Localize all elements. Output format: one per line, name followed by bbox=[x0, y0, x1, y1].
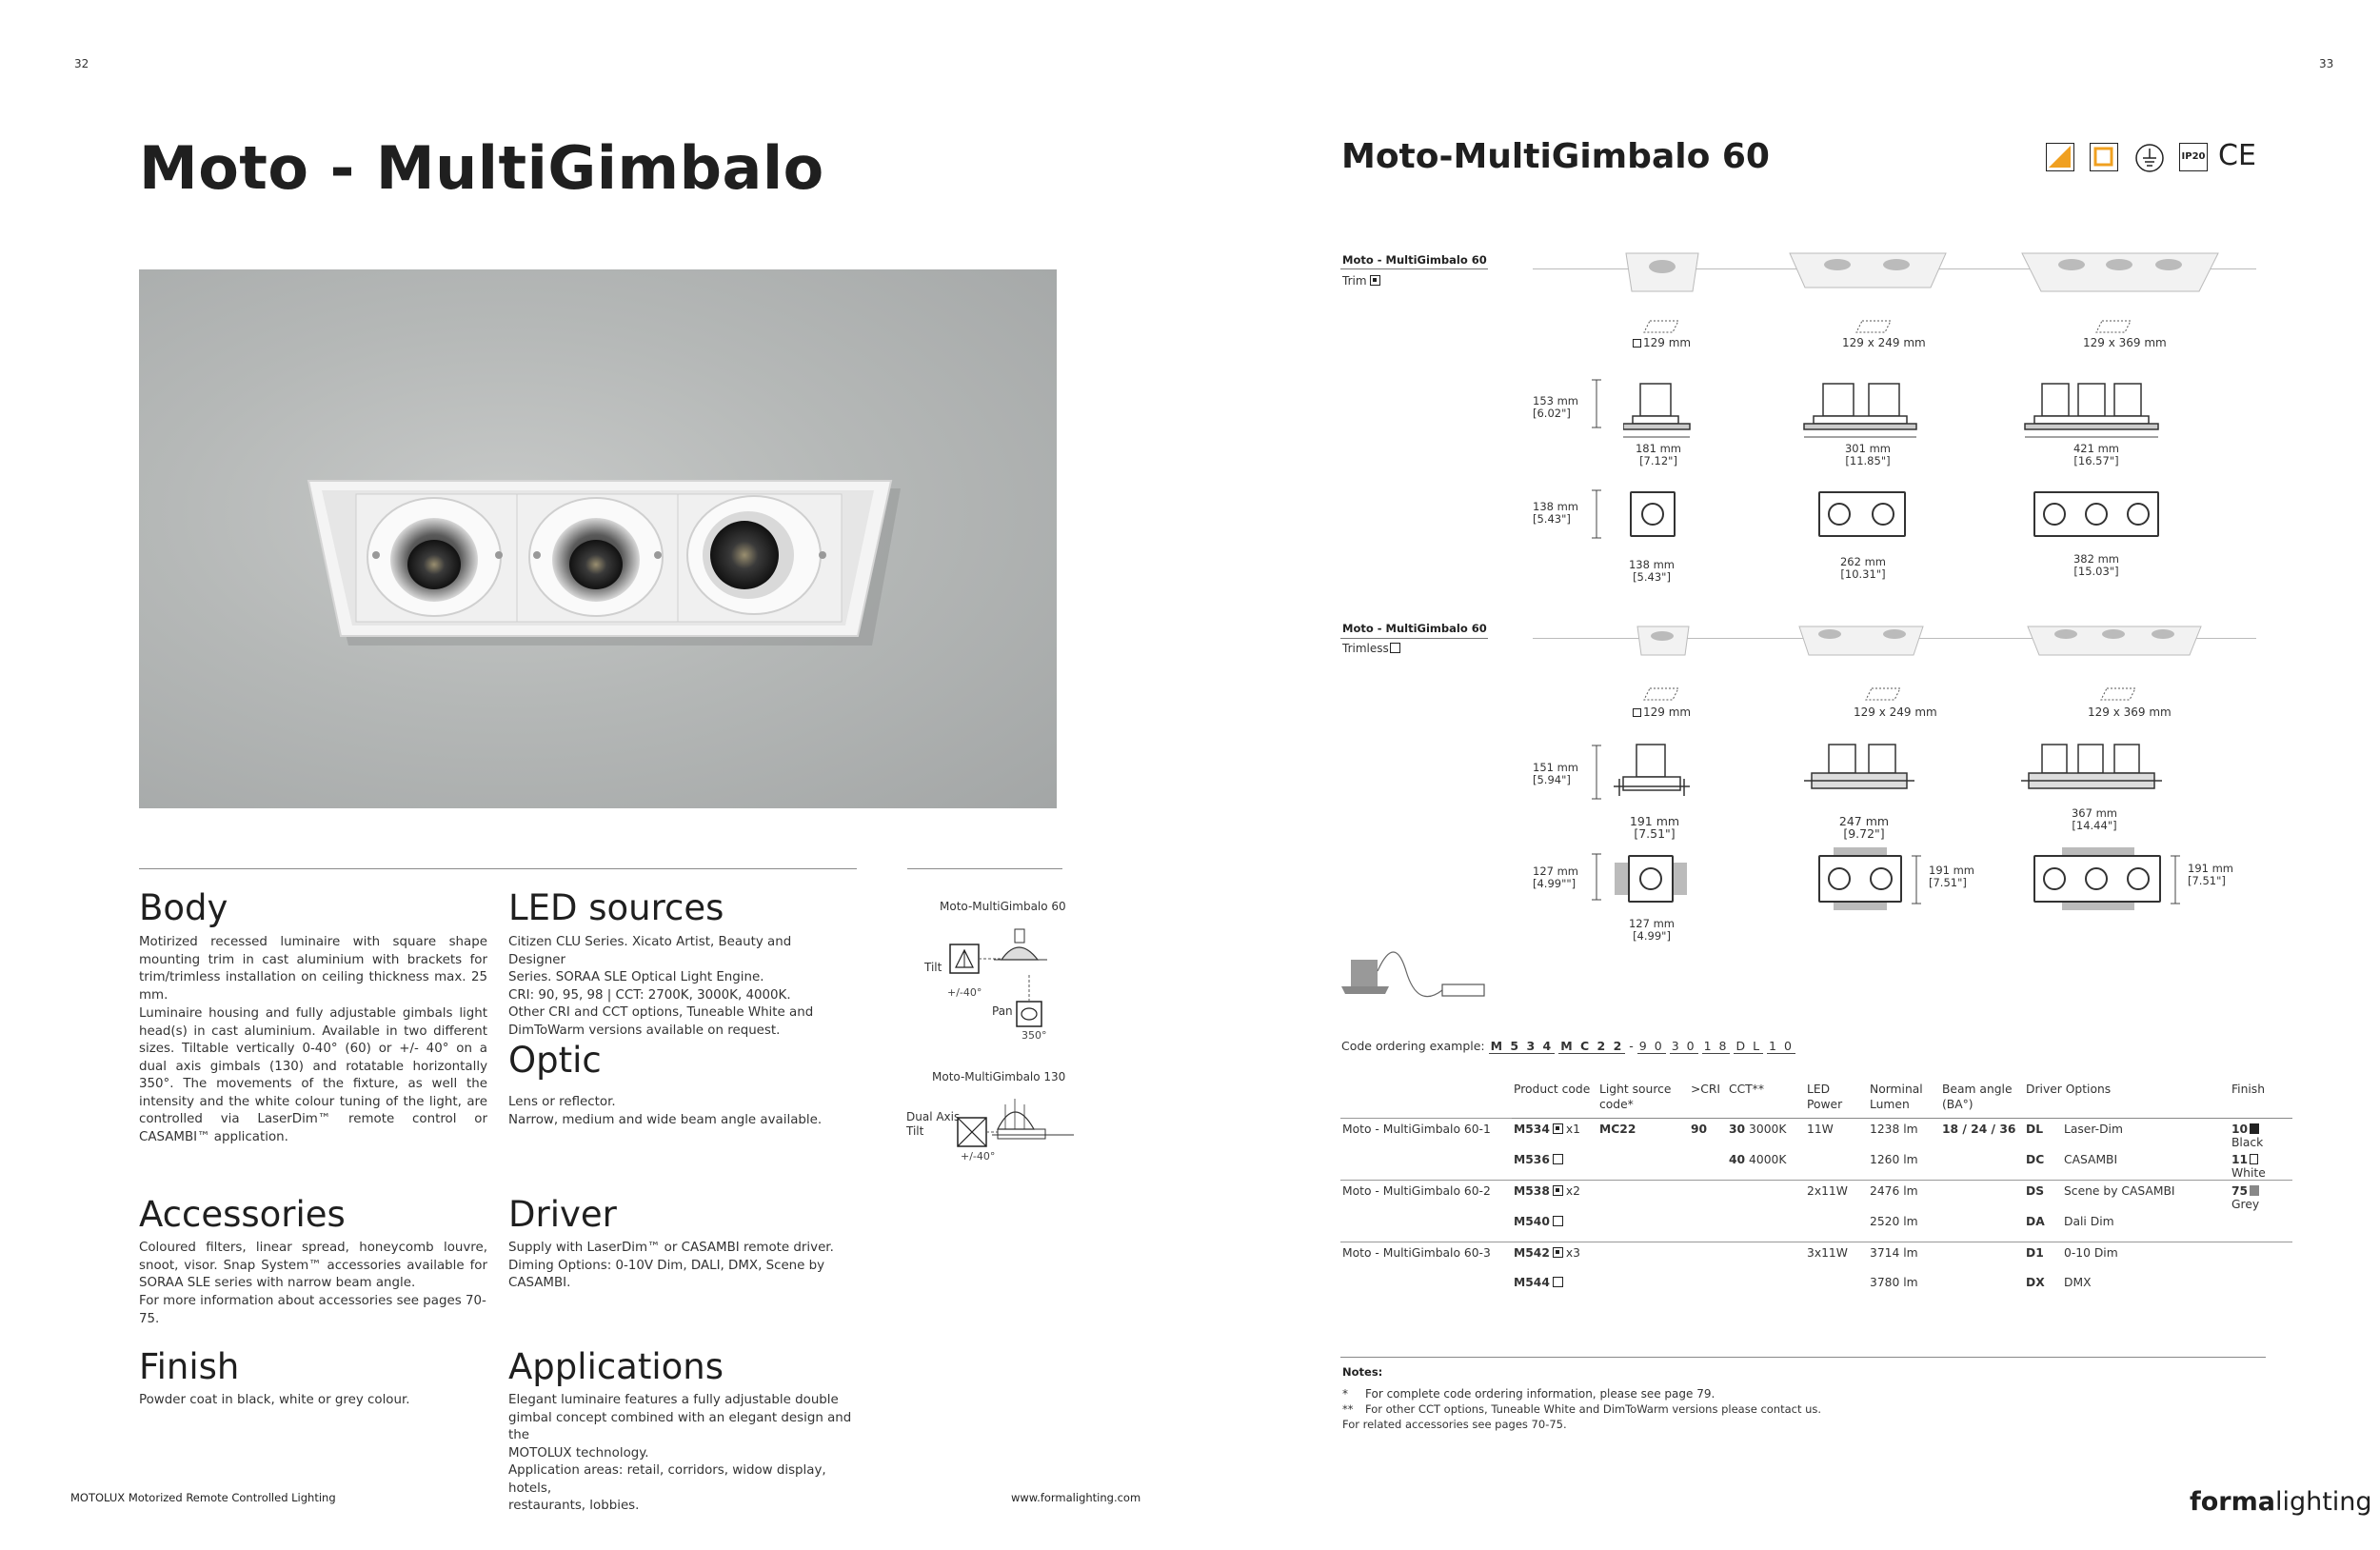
divider bbox=[1340, 268, 1488, 269]
divider bbox=[907, 868, 1062, 869]
cutout-size: 129 x 369 mm bbox=[2088, 705, 2172, 719]
cutout-size: 129 mm bbox=[1633, 336, 1691, 349]
column-header: Finish bbox=[2230, 1082, 2292, 1119]
column-header: Product code bbox=[1512, 1082, 1597, 1119]
trimless-sub-label: Trimless bbox=[1342, 642, 1403, 655]
dual-axis-tilt-label: Tilt bbox=[906, 1124, 924, 1138]
body-title: Body bbox=[139, 887, 228, 928]
applications-title: Applications bbox=[508, 1346, 724, 1387]
applications-text: Elegant luminaire features a fully adjustable double gimbal concept combined with an elegant design and the MOTOLUX technology. Application areas: retail, corridors, widow display, hotels, restaurants, lobbies. bbox=[508, 1393, 852, 1513]
cutout-icon bbox=[1642, 320, 1680, 333]
accessories-text-2: For more information about accessories see pages 70-75. bbox=[139, 1294, 486, 1326]
side-width: 191 mm [7.51"] bbox=[1629, 814, 1680, 841]
plan-width: 262 mm [10.31"] bbox=[1839, 555, 1886, 581]
side-width: 181 mm [7.12"] bbox=[1635, 442, 1681, 467]
lens-ring bbox=[2085, 503, 2108, 526]
side-width: 247 mm [9.72"] bbox=[1838, 814, 1890, 841]
column-header: Norminal Lumen bbox=[1868, 1082, 1940, 1119]
cutout-icon bbox=[1854, 320, 1893, 333]
height-dimension: 151 mm [5.94"] bbox=[1533, 761, 1579, 786]
cutout-icon bbox=[1864, 687, 1902, 701]
column-header: Beam angle (BA°) bbox=[1940, 1082, 2024, 1119]
led-sources-title: LED sources bbox=[508, 887, 724, 928]
table-row: Moto - MultiGimbalo 60-1 M534 x1 MC22 90 30 3000K 11W 1238 lm 18 / 24 / 36 DL Laser-Dim 10Black bbox=[1340, 1119, 2292, 1150]
notes-title: Notes: bbox=[1342, 1365, 1383, 1379]
trim-sub-label: Trim bbox=[1342, 274, 1383, 288]
plan-height: 191 mm [7.51"] bbox=[1929, 864, 1975, 889]
optic-title: Optic bbox=[508, 1040, 602, 1081]
notes-list: * For complete code ordering information, please see page 79. ** For other CCT options, Tuneable White and DimToWarm versions please contact us. For related accessories see pages 70-75. bbox=[1342, 1387, 1822, 1431]
table-row: Moto - MultiGimbalo 60-2 M538 x2 2x11W 2476 lm DS Scene by CASAMBI 75Grey bbox=[1340, 1181, 2292, 1212]
finish-title: Finish bbox=[139, 1346, 240, 1387]
accessories-title: Accessories bbox=[139, 1194, 346, 1235]
code-slot: M 5 3 4 bbox=[1490, 1039, 1554, 1053]
code-slot: 1 8 bbox=[1703, 1039, 1729, 1053]
table-row: M536 40 4000K 1260 lm DC CASAMBI 11White bbox=[1514, 1153, 2266, 1180]
height-dimension: 153 mm [6.02"] bbox=[1533, 394, 1579, 420]
trim-square-icon bbox=[1370, 275, 1380, 286]
lens-ring bbox=[2085, 867, 2108, 890]
divider bbox=[1340, 638, 1488, 639]
finish-text: Powder coat in black, white or grey colour. bbox=[139, 1393, 410, 1407]
cutout-size: 129 mm bbox=[1633, 705, 1691, 719]
tilt-label: Tilt bbox=[924, 961, 942, 974]
class-I-icon bbox=[2046, 143, 2074, 171]
plan-width: 127 mm [4.99"] bbox=[1628, 917, 1675, 943]
cutout-icon bbox=[2094, 320, 2132, 333]
page-number-left: 32 bbox=[74, 57, 89, 70]
page-number-right: 33 bbox=[2319, 57, 2334, 70]
led-sources-text: Citizen CLU Series. Xicato Artist, Beauty and Designer Series. SORAA SLE Optical Light Engine. CRI: 90, 95, 98 | CCT: 2700K, 3000K, 4000K. Other CRI and CCT options, Tuneable White and DimToWarm versions available on request. bbox=[508, 935, 814, 1038]
lens-ring bbox=[2127, 503, 2150, 526]
lens-ring bbox=[2043, 503, 2066, 526]
plan-height: 191 mm [7.51"] bbox=[2188, 862, 2234, 887]
body-text-2: Luminaire housing and fully adjustable gimbals light head(s) in cast aluminium. Available in two different sizes. Tiltable vertically 0-40° (60) or +/- 40° on a dual axis gimbals (130) and rotatable horizontally 350°. The movements of the fixture, as well the intensity and the white colour tuning of the light, are controlled via LaserDim™ remote control or CASAMBI™ application. bbox=[139, 1006, 487, 1144]
brand-logo: formalighting bbox=[2190, 1487, 2372, 1517]
ip20-icon: IP20 bbox=[2179, 143, 2208, 171]
movement-130-label: Moto-MultiGimbalo 130 bbox=[932, 1070, 1066, 1083]
code-slot: M C 2 2 bbox=[1560, 1039, 1624, 1053]
ce-icon: CE bbox=[2218, 139, 2256, 172]
body-text-1: Motirized recessed luminaire with square shape mounting trim in cast aluminium with brackets for trim/trimless installation on ceiling thickness max. 25 mm. bbox=[139, 935, 487, 1003]
dual-axis-tilt-range: +/-40° bbox=[961, 1150, 996, 1162]
trimless-side-elevations bbox=[1614, 743, 2223, 804]
depth-dimension: 138 mm [5.43"] bbox=[1533, 500, 1579, 526]
cutout-icon bbox=[1642, 687, 1680, 701]
product-title: Moto-MultiGimbalo 60 bbox=[1341, 137, 1770, 176]
code-slot: - bbox=[1629, 1039, 1634, 1053]
lens-ring bbox=[1639, 867, 1662, 890]
cutout-size: 129 x 249 mm bbox=[1842, 336, 1926, 349]
lens-ring bbox=[1641, 503, 1664, 526]
driver-text: Supply with LaserDim™ or CASAMBI remote driver. Diming Options: 0-10V Dim, DALI, DMX, Scene by CASAMBI. bbox=[508, 1241, 834, 1290]
cutout-icon bbox=[2099, 687, 2137, 701]
dimension-bracket bbox=[1590, 853, 1603, 901]
table-header-row bbox=[1340, 1082, 2292, 1119]
trim-profiles bbox=[1618, 249, 2266, 295]
lens-ring bbox=[1872, 503, 1894, 526]
code-slot: 3 0 bbox=[1671, 1039, 1696, 1053]
trim-section-label: Moto - MultiGimbalo 60 bbox=[1342, 253, 1487, 267]
column-header bbox=[1340, 1082, 1512, 1119]
cutout-size: 129 x 369 mm bbox=[2083, 336, 2167, 349]
class-II-icon bbox=[2090, 143, 2118, 171]
pan-range: 350° bbox=[1021, 1029, 1047, 1042]
code-slot: 9 0 bbox=[1638, 1039, 1664, 1053]
table-row: M544 3780 lm DX DMX bbox=[1514, 1276, 2092, 1289]
side-width: 421 mm [16.57"] bbox=[2073, 442, 2119, 467]
side-width: 367 mm [14.44"] bbox=[2071, 806, 2117, 832]
table-row: M540 2520 lm DA Dali Dim bbox=[1514, 1215, 2114, 1228]
column-header: Driver Options bbox=[2024, 1082, 2230, 1119]
code-slot: D L bbox=[1735, 1039, 1762, 1053]
plan-width: 382 mm [15.03"] bbox=[2073, 552, 2119, 578]
code-slot: 1 0 bbox=[1769, 1039, 1794, 1053]
trim-side-elevations bbox=[1623, 376, 2232, 443]
column-header: >CRI bbox=[1689, 1082, 1727, 1119]
driver-sketch bbox=[1338, 933, 1490, 1002]
cutout-size: 129 x 249 mm bbox=[1854, 705, 1937, 719]
ordering-table bbox=[1340, 1082, 2292, 1302]
dimension-bracket bbox=[2169, 855, 2182, 904]
table-row: Moto - MultiGimbalo 60-3 M542 x3 3x11W 3714 lm D1 0-10 Dim bbox=[1340, 1242, 2292, 1272]
accessories-text-1: Coloured filters, linear spread, honeycomb louvre, snoot, visor. Snap System™ accessories available for SORAA SLE series with narrow beam angle. bbox=[139, 1241, 487, 1290]
lens-ring bbox=[1870, 867, 1893, 890]
trimless-profiles bbox=[1618, 625, 2266, 663]
lens-ring bbox=[2043, 867, 2066, 890]
dimension-bracket bbox=[1910, 855, 1923, 904]
dimension-bracket bbox=[1590, 379, 1603, 428]
earth-icon bbox=[2134, 143, 2165, 173]
side-width: 301 mm [11.85"] bbox=[1844, 442, 1891, 467]
code-example-row bbox=[1341, 1039, 1799, 1054]
trimless-section-label: Moto - MultiGimbalo 60 bbox=[1342, 622, 1487, 635]
dimension-bracket bbox=[1590, 489, 1603, 539]
trimless-square-icon bbox=[1390, 643, 1400, 653]
divider bbox=[1340, 1357, 2266, 1358]
lens-ring bbox=[1828, 867, 1851, 890]
column-header: LED Power bbox=[1805, 1082, 1868, 1119]
lens-ring bbox=[1828, 503, 1851, 526]
driver-title: Driver bbox=[508, 1194, 617, 1235]
lens-ring bbox=[2127, 867, 2150, 890]
pan-label: Pan bbox=[992, 1004, 1013, 1018]
column-header: Light source code* bbox=[1597, 1082, 1689, 1119]
luminaire-illustration bbox=[139, 269, 1057, 808]
code-example-label: Code ordering example: bbox=[1341, 1039, 1485, 1053]
optic-text: Lens or reflector. Narrow, medium and wide beam angle available. bbox=[508, 1095, 823, 1127]
dimension-bracket bbox=[1590, 745, 1603, 800]
tilt-range: +/-40° bbox=[947, 986, 982, 999]
footer-url[interactable]: www.formalighting.com bbox=[1011, 1491, 1141, 1504]
depth-dimension: 127 mm [4.99""] bbox=[1533, 864, 1579, 890]
footer-brand-line: MOTOLUX Motorized Remote Controlled Lighting bbox=[70, 1491, 336, 1504]
dual-axis-label: Dual Axis bbox=[906, 1110, 961, 1123]
divider bbox=[139, 868, 857, 869]
movement-60-label: Moto-MultiGimbalo 60 bbox=[940, 900, 1066, 913]
plan-width: 138 mm [5.43"] bbox=[1628, 558, 1675, 584]
column-header: CCT** bbox=[1727, 1082, 1805, 1119]
page-title: Moto - MultiGimbalo bbox=[139, 133, 824, 203]
tilt-pan-diagram bbox=[906, 914, 1078, 1045]
product-photo bbox=[139, 269, 1057, 808]
